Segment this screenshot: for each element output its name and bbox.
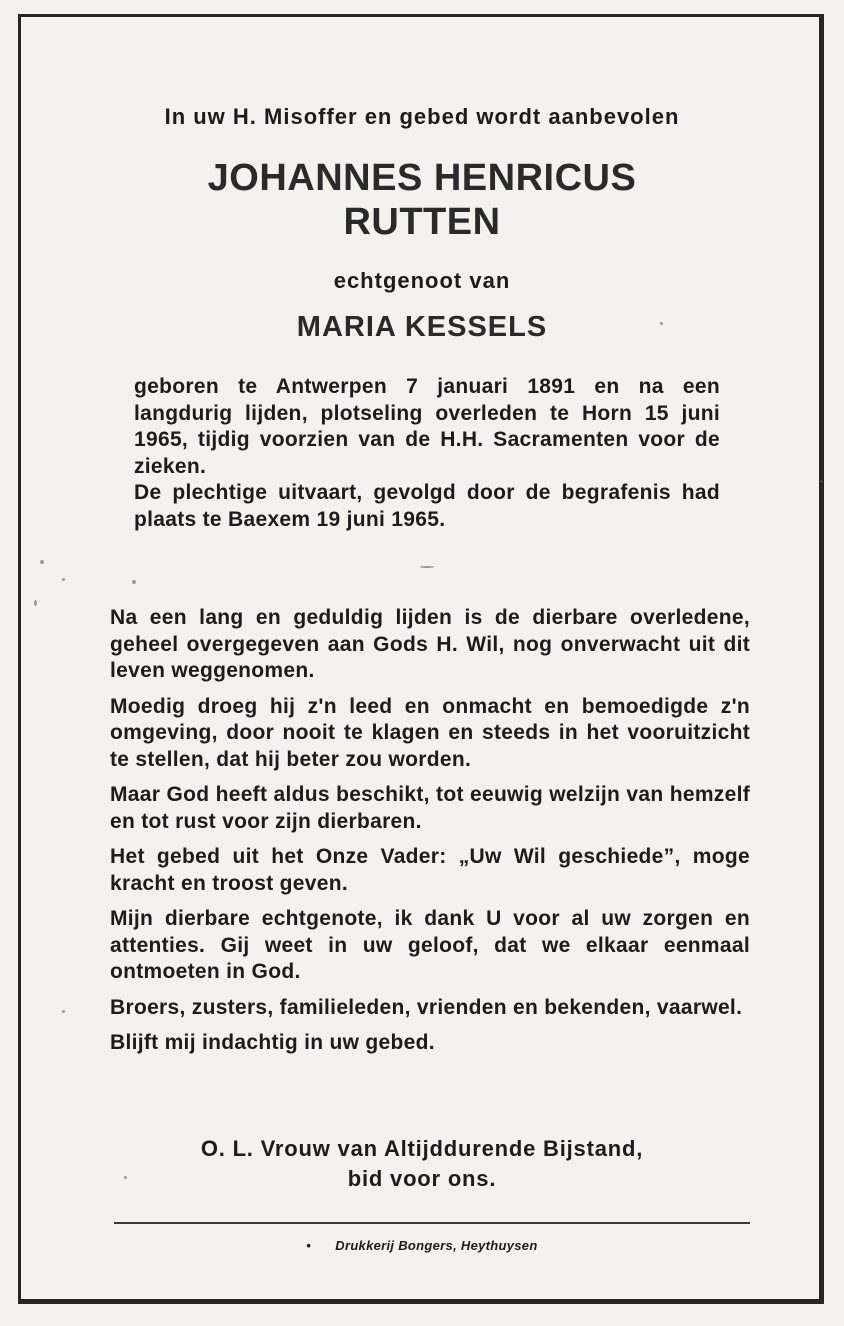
memorial-paragraph: Broers, zusters, familieleden, vrienden en bekenden, vaarwel. [110, 995, 743, 1019]
scan-speck [820, 480, 823, 483]
deceased-name-first: JOHANNES HENRICUS [207, 157, 637, 199]
memorial-paragraph: Maar God heeft aldus beschikt, tot eeuwig welzijn van hemzelf en tot rust voor zijn dierbaren. [110, 783, 750, 833]
deceased-name [0, 156, 844, 244]
spouse-name: MARIA KESSELS [296, 311, 548, 343]
spouse-intro: echtgenoot van [333, 268, 511, 293]
divider [114, 1222, 750, 1224]
memorial-paragraph: Moedig droeg hij z'n leed en onmacht en bemoedigde z'n omgeving, door nooit te klagen en steeds in het vooruitzicht te stellen, dat hij beter zou worden. [110, 694, 750, 771]
biography [134, 374, 720, 533]
printer-name: Drukkerij Bongers, Heythuysen [335, 1238, 538, 1253]
memorial-paragraph: Na een lang en geduldig lijden is de dierbare overledene, geheel overgegeven aan Gods H. Wil, nog onverwacht uit dit leven weggenomen. [110, 606, 750, 682]
prayer-line: O. L. Vrouw van Altijddurende Bijstand, [200, 1136, 644, 1161]
scan-speck [62, 1010, 65, 1013]
memorial-paragraph: Blijft mij indachtig in uw gebed. [110, 1031, 435, 1054]
scan-speck [34, 600, 37, 606]
printer-credit [0, 1238, 844, 1253]
bio-paragraph: geboren te Antwerpen 7 januari 1891 en na een langdurig lijden, plotseling overleden te Horn 15 juni 1965, tijdig voorzien van de H.H. Sacramenten voor de zieken. [134, 375, 720, 478]
scan-speck [62, 578, 65, 581]
deceased-name-last: RUTTEN [343, 201, 501, 243]
memorial-paragraph: Mijn dierbare echtgenote, ik dank U voor al uw zorgen en attenties. Gij weet in uw geloof, dat we elkaar eenmaal ontmoeten in God. [110, 907, 750, 983]
scan-speck [40, 560, 44, 564]
scan-speck [420, 566, 434, 568]
intro-line: In uw H. Misoffer en gebed wordt aanbevolen [164, 104, 680, 129]
bullet-icon: • [306, 1238, 312, 1253]
memorial-paragraph: Het gebed uit het Onze Vader: „Uw Wil geschiede”, moge kracht en troost geven. [110, 845, 750, 895]
scan-speck [132, 580, 136, 584]
memorial-text [110, 605, 750, 1066]
prayer-line: bid voor ons. [347, 1166, 497, 1191]
bio-paragraph: De plechtige uitvaart, gevolgd door de begrafenis had plaats te Baexem 19 juni 1965. [134, 481, 720, 531]
closing-prayer [0, 1134, 844, 1194]
